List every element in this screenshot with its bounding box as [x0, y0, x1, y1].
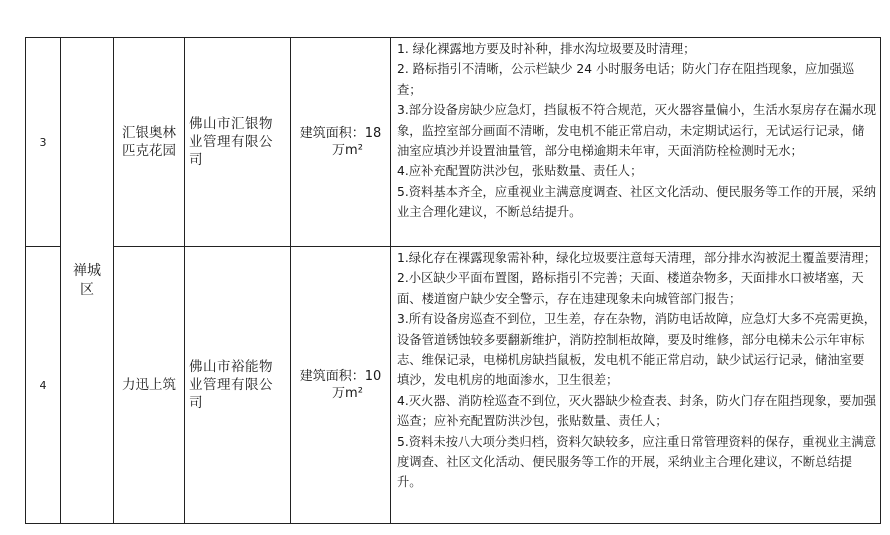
district-cell: [61, 38, 114, 524]
table-row: [26, 247, 881, 524]
project-name: 汇银奥林匹克花园: [114, 38, 185, 247]
area-unit: 万m²: [332, 386, 363, 401]
issue-item: 5.资料未按八大项分类归档，资料欠缺较多，应注重日常管理资料的保存，重视业主满意度调查、社区文化活动、便民服务等工作的开展，采纳业主合理化建议，不断总结提升。: [397, 434, 877, 490]
area-label: 建筑面积：10: [299, 369, 382, 384]
table-row: [26, 38, 881, 247]
area-unit: 万m²: [332, 143, 363, 158]
issue-item: 4.灭火器、消防栓巡查不到位，灭火器缺少检查表、封条，防火门存在阻挡现象，要加强巡查；应补充配置防洪沙包，张贴数量、责任人；: [397, 393, 877, 429]
building-area: [291, 38, 391, 247]
issue-item: 1.绿化存在裸露现象需补种，绿化垃圾要注意每天清理，部分排水沟被泥土覆盖要清理；: [397, 251, 877, 265]
issue-item: 3.所有设备房巡查不到位，卫生差，存在杂物，消防电话故障，应急灯大多不亮需更换，设备管道锈蚀较多要翻新维护，消防控制柜故障，要及时维修，部分电梯未公示年审标志、维保记录，电梯机房缺挡鼠板，发电机不能正常启动，缺少试运行记录，储油室要填沙，发电机房的地面渗水，卫生很差；: [397, 312, 877, 388]
issue-item: 2. 路标指引不清晰，公示栏缺少 24 小时服务电话；防火门存在阻挡现象，应加强巡查；: [397, 62, 855, 97]
row-number: 4: [26, 247, 61, 524]
area-label: 建筑面积：18: [299, 126, 382, 141]
project-name: 力迅上筑: [114, 247, 185, 524]
issue-item: 4.应补充配置防洪沙包，张贴数量、责任人；: [397, 164, 643, 179]
issues-list: [391, 247, 881, 524]
company-name: 佛山市裕能物业管理有限公司: [185, 247, 291, 524]
issue-item: 3.部分设备房缺少应急灯，挡鼠板不符合规范，灭火器容量偏小，生活水泵房存在漏水现象，监控室部分画面不清晰，发电机不能正常启动，未定期试运行，无试运行记录，储油室应填沙并设置油量管，部分电梯逾期未年审，天面消防栓检测时无水；: [397, 103, 877, 159]
company-name: 佛山市汇银物业管理有限公司: [185, 38, 291, 247]
issue-item: 5.资料基本齐全，应重视业主满意度调查、社区文化活动、便民服务等工作的开展，采纳业主合理化建议，不断总结提升。: [397, 184, 877, 220]
building-area: [291, 247, 391, 524]
inspection-table: [25, 37, 881, 524]
row-number: 3: [26, 38, 61, 247]
district-label: 禅城区: [73, 262, 101, 298]
issue-item: 2.小区缺少平面布置图，路标指引不完善；天面、楼道杂物多，天面排水口被堵塞，天面、楼道窗户缺少安全警示，存在违建现象未向城管部门报告；: [397, 271, 864, 306]
issues-list: [391, 38, 881, 247]
issue-item: 1. 绿化裸露地方要及时补种，排水沟垃圾要及时清理；: [397, 42, 696, 56]
